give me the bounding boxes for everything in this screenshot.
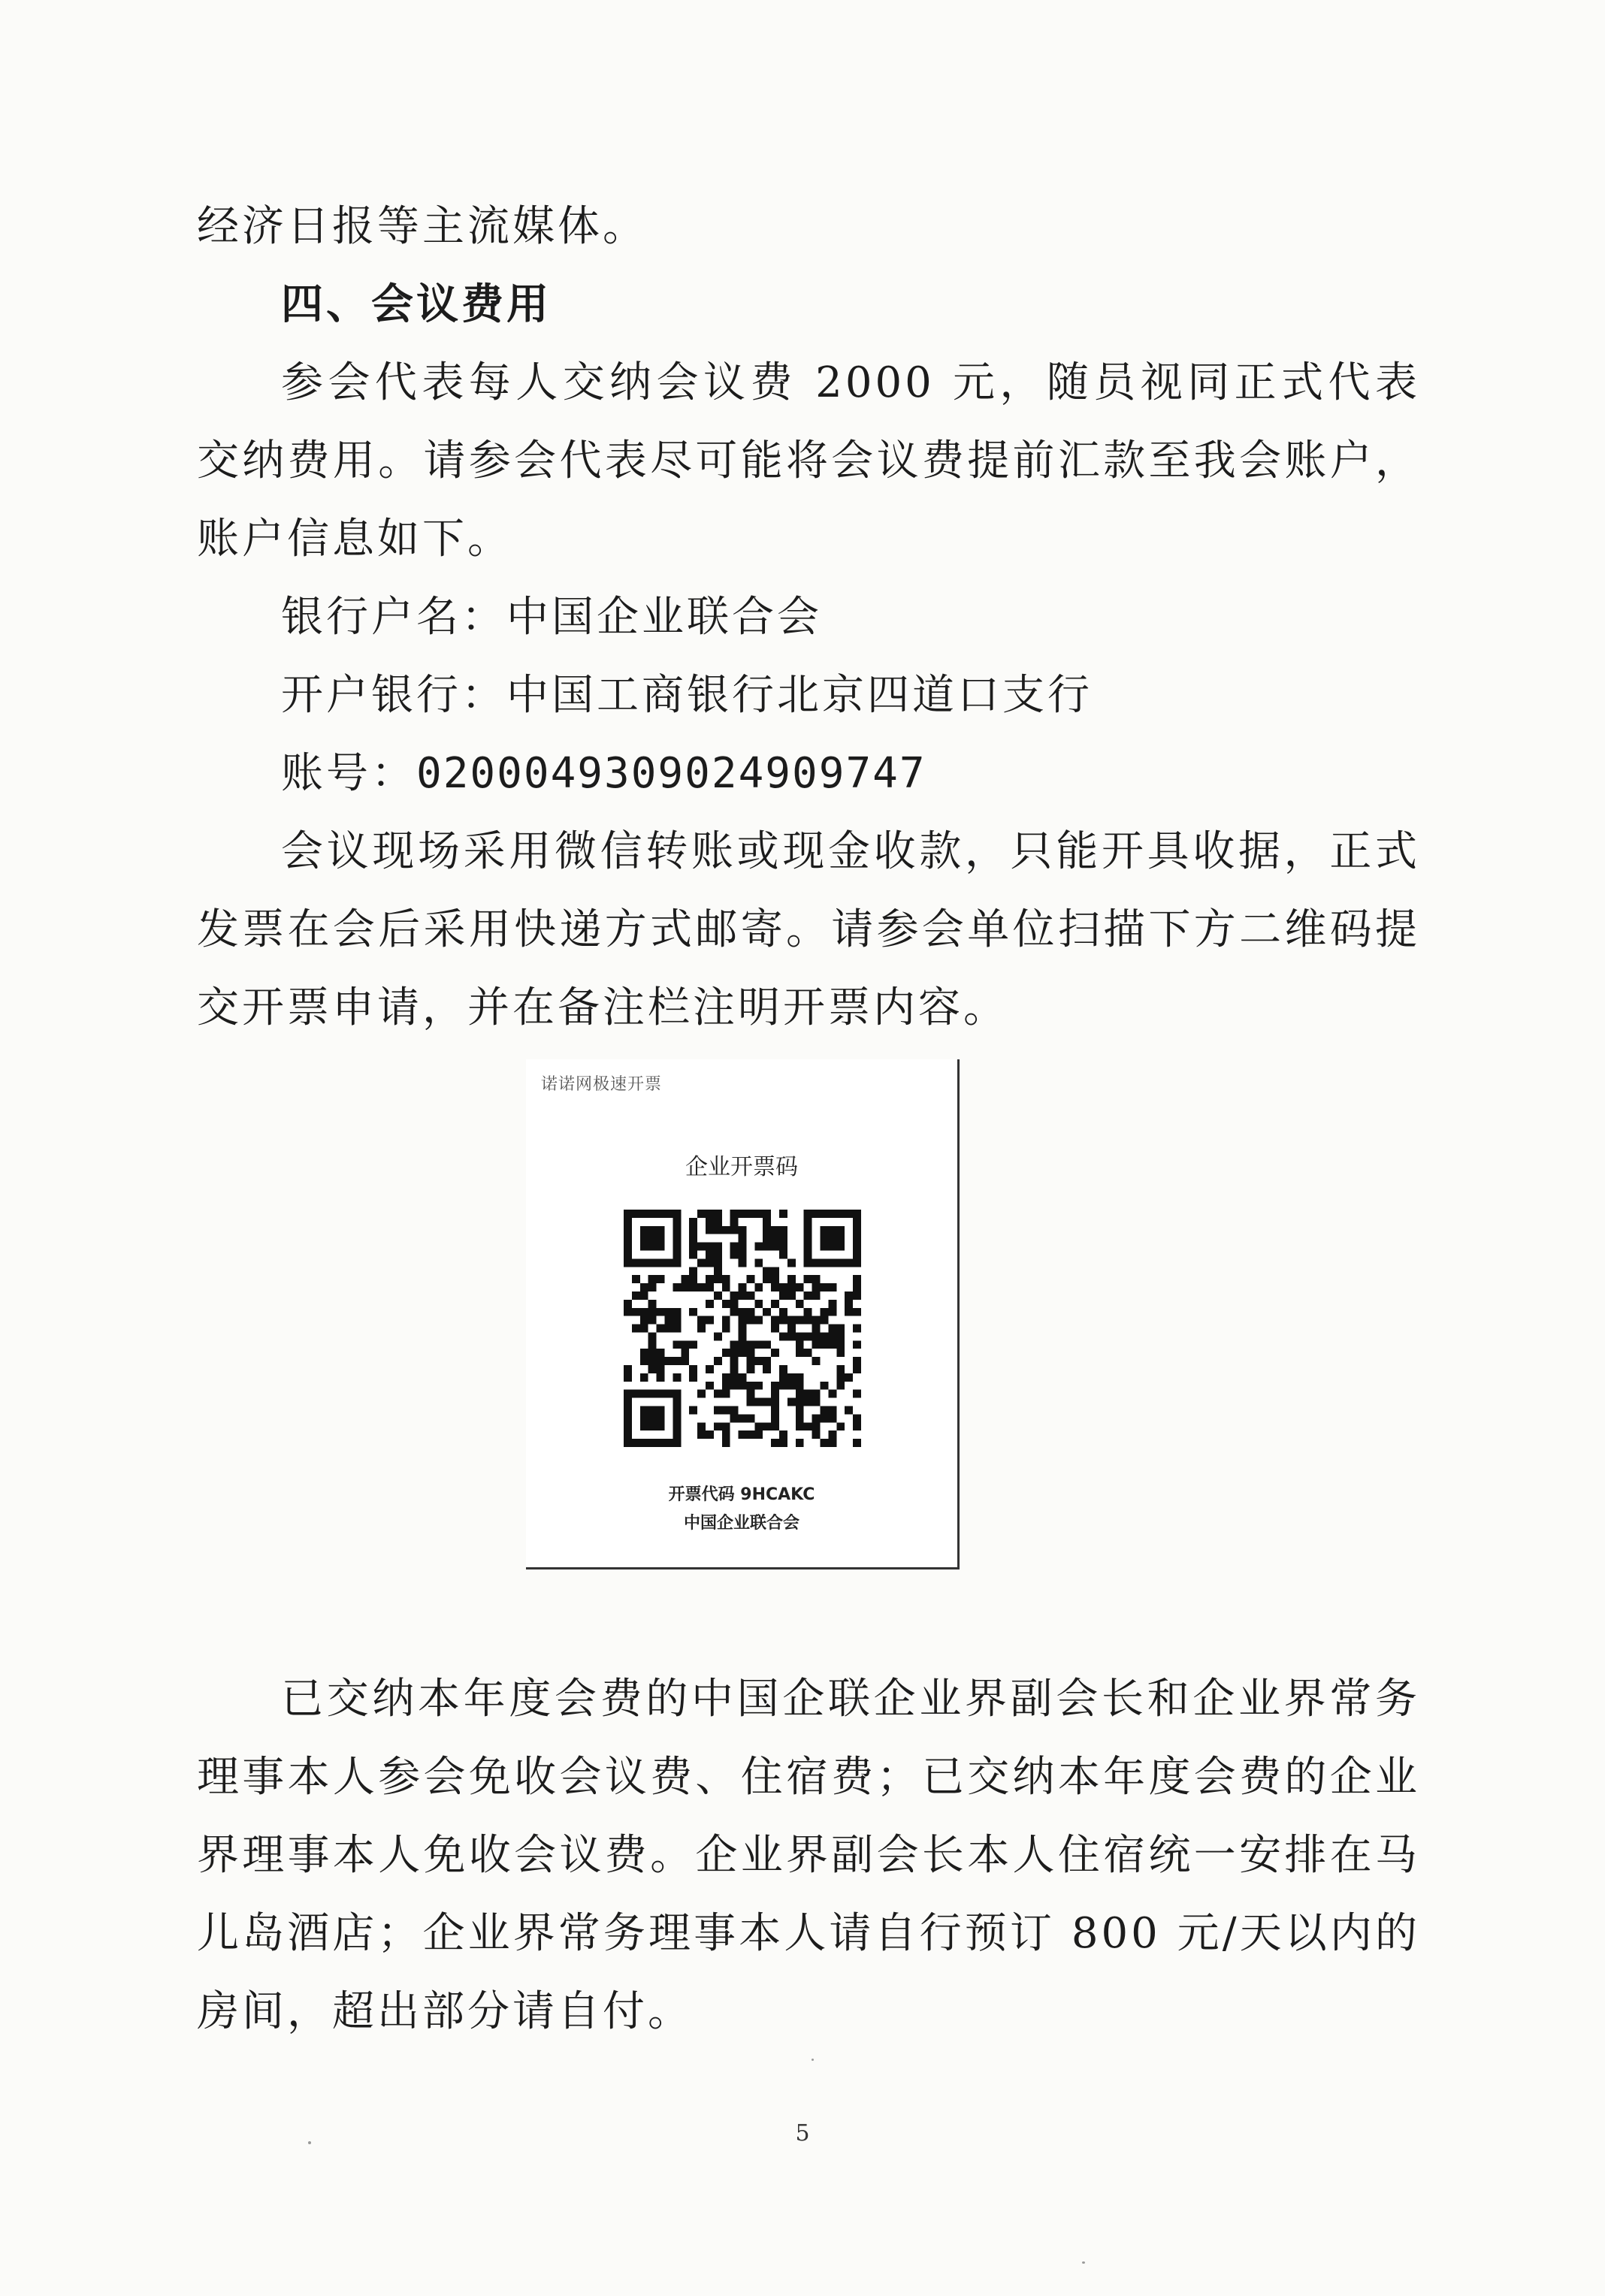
page-number: 5 (795, 2120, 810, 2146)
qr-brand-label: 诺诺网极速开票 (541, 1075, 663, 1094)
account-number: 0200049309024909747 (416, 749, 926, 798)
paragraph-fee: 参会代表每人交纳会议费 2000 元，随员视同正式代表交纳费用。请参会代表尽可能将会议费提前汇款至我会账户，账户信息如下。 (197, 358, 1420, 563)
qr-title: 企业开票码 (685, 1154, 798, 1180)
scan-speck (812, 2059, 814, 2061)
account-label: 账号： (281, 749, 416, 798)
paragraph-invoice: 会议现场采用微信转账或现金收款，只能开具收据，正式发票在会后采用快递方式邮寄。请参会单位扫描下方二维码提交开票申请，并在备注栏注明开票内容。 (197, 827, 1420, 1032)
qr-code-icon[interactable] (624, 1210, 861, 1447)
paragraph-exemption: 已交纳本年度会费的中国企联企业界副会长和企业界常务理事本人参会免收会议费、住宿费；已交纳本年度会费的企业界理事本人免收会议费。企业界副会长本人住宿统一安排在马儿岛酒店；企业界常务理事本人请自行预订 800 元/天以内的房间，超出部分请自付。 (197, 1675, 1420, 2036)
bank-account-name: 银行户名：中国企业联合会 (281, 593, 822, 642)
bank-branch: 开户银行：中国工商银行北京四道口支行 (281, 671, 1093, 720)
paragraph-continued: 经济日报等主流媒体。 (197, 202, 648, 251)
text-block-top (197, 188, 1420, 1047)
qr-org-name: 中国企业联合会 (683, 1514, 799, 1533)
scan-speck (1082, 2261, 1085, 2264)
section-heading: 四、会议费用 (281, 280, 552, 329)
invoice-qr-card (526, 1059, 960, 1569)
invoice-code-line: 开票代码 9HCAKC (668, 1485, 815, 1504)
text-block-bottom (197, 1660, 1420, 2051)
account-number-line (197, 735, 1420, 813)
scan-speck (308, 2141, 311, 2144)
